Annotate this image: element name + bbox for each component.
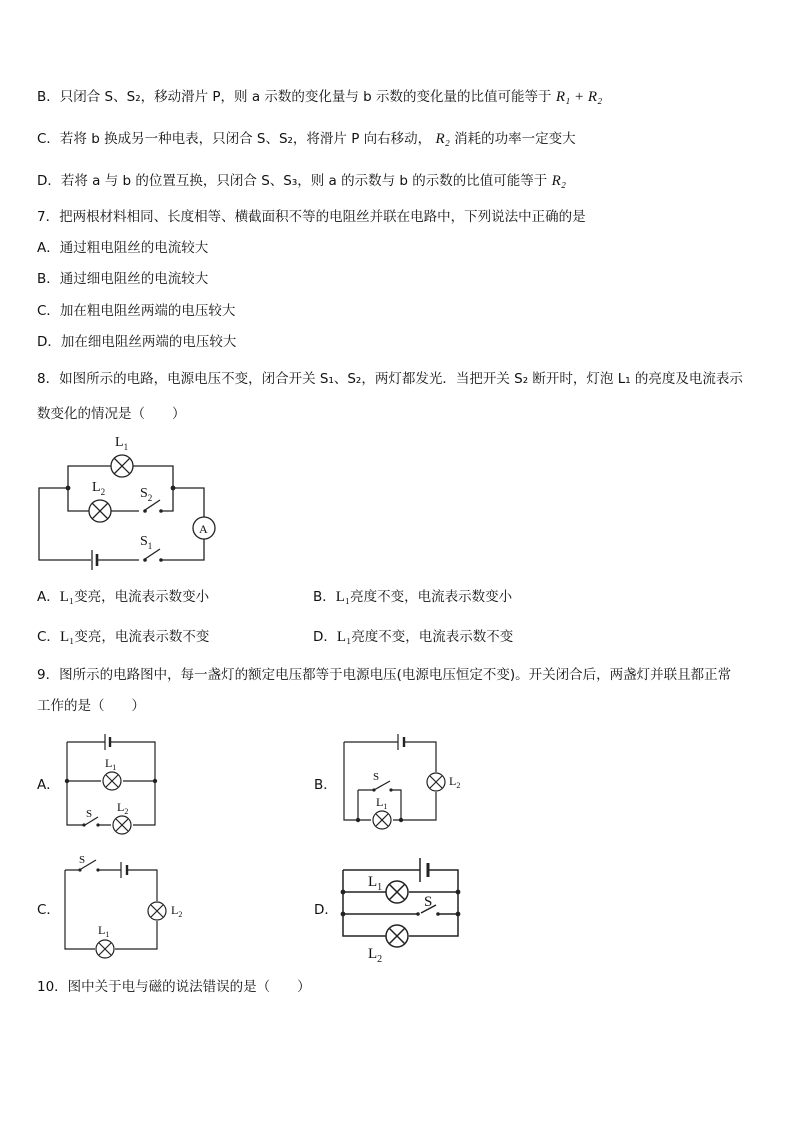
q8-stem-line2: 数变化的情况是（ ） (37, 406, 186, 422)
q8-option-d-lamp: L₁ (336, 629, 352, 645)
q8-option-c-lamp: L₁ (59, 629, 75, 645)
q8-option-a-text: 变亮，电流表示数变小 (74, 589, 210, 605)
q9-diagram-b (344, 734, 445, 829)
svg-text:L2: $L_2$ (368, 946, 383, 965)
q8-label-l1: $L_1$ (115, 435, 129, 452)
q9-diagram-d (343, 858, 458, 947)
q8-option-b-lamp: L₁ (335, 589, 351, 605)
q8-option-b-letter: B． (313, 589, 336, 605)
svg-text:S: S (373, 771, 380, 783)
q8-option-c-text: 变亮，电流表示数不变 (74, 629, 210, 645)
q8-stem-line1: 8．如图所示的电路，电源电压不变，闭合开关 S₁、S₂，两灯都发光．当把开关 S₂ 断开时，灯泡 L₁ 的亮度及电流表示 (37, 371, 743, 387)
svg-text:L1: $L_1$ (368, 874, 383, 893)
q6-option-b-text: B．只闭合 S、S₂，移动滑片 P，则 a 示数的变化量与 b 示数的变化量的比值可能等于 (37, 89, 552, 105)
q8-option-a-letter: A． (37, 589, 60, 605)
q7-option-b: B．通过细电阻丝的电流较大 (37, 271, 209, 287)
q8-label-l2: $L_2$ (92, 480, 106, 497)
q9-stem-line1: 9．图所示的电路图中，每一盏灯的额定电压都等于电源电压(电源电压恒定不变)。开关闭合后，两盏灯并联且都正常 (37, 667, 732, 683)
q7-option-c: C．加在粗电阻丝两端的电压较大 (37, 303, 236, 319)
svg-text:L2: $L_2$ (117, 800, 129, 816)
q9-option-b-label: B． (314, 777, 337, 793)
svg-text:L1: $L_1$ (105, 756, 117, 772)
q9-stem-line2: 工作的是（ ） (37, 698, 145, 714)
q7-option-d: D．加在细电阻丝两端的电压较大 (37, 334, 237, 350)
svg-text:L1: $L_1$ (376, 795, 388, 811)
q9-diagram-a (67, 734, 155, 834)
q6-option-b-formula: R₁ + R₂ (555, 89, 603, 105)
svg-text:S: S (424, 894, 433, 910)
q9-option-c-label: C． (37, 902, 60, 918)
q7-option-a: A．通过粗电阻丝的电流较大 (37, 240, 209, 256)
svg-text:S: S (79, 854, 86, 866)
q8-label-s2: $S_2$ (140, 486, 153, 503)
q6-option-d-var: R₂ (551, 173, 566, 189)
q8-option-a-lamp: L₁ (59, 589, 75, 605)
q8-option-c-letter: C． (37, 629, 60, 645)
svg-text:S: S (86, 808, 93, 820)
q9-diagram-c (65, 860, 166, 958)
q8-label-s1: $S_1$ (140, 534, 153, 551)
q9-option-a-label: A． (37, 777, 60, 793)
q7-stem: 7．把两根材料相同、长度相等、横截面积不等的电阻丝并联在电路中，下列说法中正确的是 (37, 209, 586, 225)
svg-text:L2: $L_2$ (449, 774, 461, 790)
q8-option-b-text: 亮度不变，电流表示数变小 (350, 589, 513, 605)
q8-label-ammeter: A (199, 522, 208, 536)
q6-option-c-text: C．若将 b 换成另一种电表，只闭合 S、S₂，将滑片 P 向右移动， (37, 131, 432, 147)
q9-option-d-label: D． (314, 902, 338, 918)
q6-option-c-tail: 消耗的功率一定变大 (454, 131, 576, 147)
q8-option-d-text: 亮度不变，电流表示数不变 (351, 629, 514, 645)
svg-text:L2: $L_2$ (171, 903, 183, 919)
q6-option-d-text: D．若将 a 与 b 的位置互换，只闭合 S、S₃，则 a 的示数与 b 的示数的比值可能等于 (37, 173, 548, 189)
svg-text:L1: $L_1$ (98, 923, 110, 939)
q6-option-c-var: R₂ (435, 131, 450, 147)
q10-stem: 10．图中关于电与磁的说法错误的是（ ） (37, 979, 311, 995)
q8-option-d-letter: D． (313, 629, 337, 645)
